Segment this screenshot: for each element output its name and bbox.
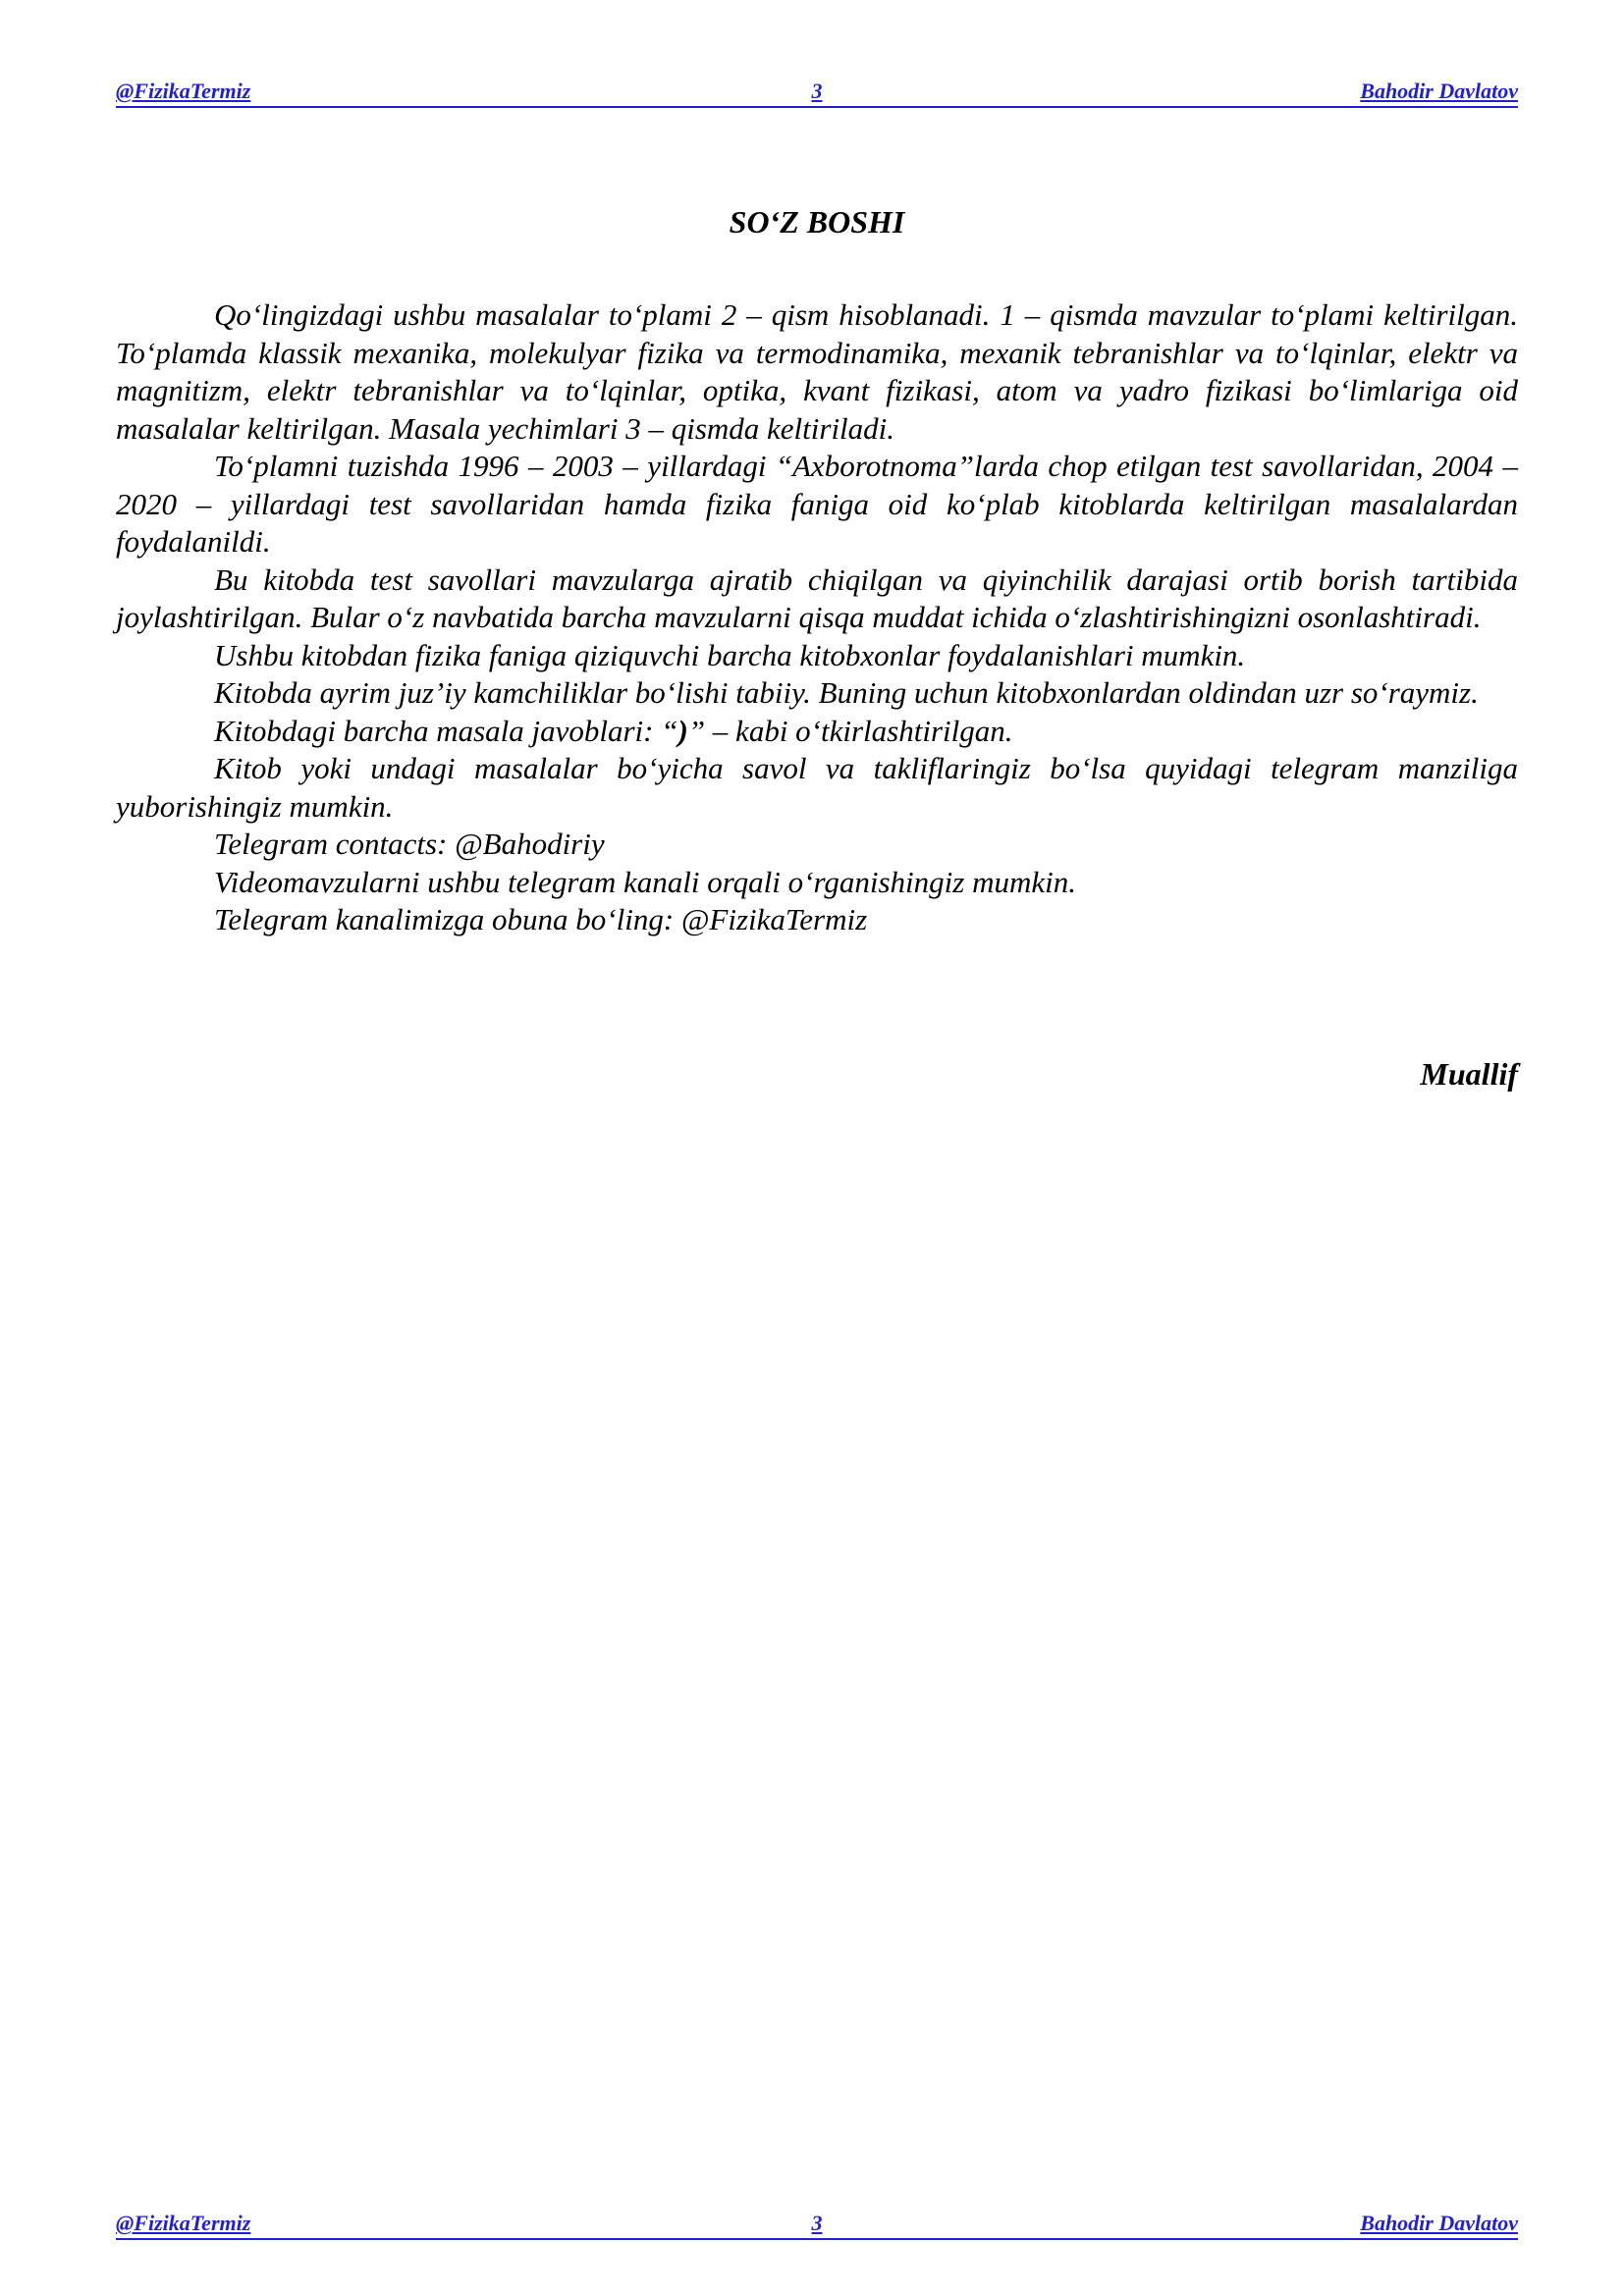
footer-page-number: 3 (811, 2211, 823, 2235)
paragraph: Kitobda ayrim juz’iy kamchiliklar bo‘lishi tabiiy. Buning uchun kitobxonlardan oldindan uzr so‘raymiz. (214, 675, 1479, 710)
author-signature: Muallif (1420, 1056, 1518, 1092)
footer-channel-link[interactable]: @FizikaTermiz (116, 2211, 251, 2235)
answers-note-text-after: ” – kabi o‘tkirlashtirilgan. (687, 713, 1013, 748)
header-author-name: Bahodir Davlatov (1360, 79, 1518, 103)
footer-author-name: Bahodir Davlatov (1360, 2211, 1518, 2235)
paragraph: Ushbu kitobdan fizika faniga qiziquvchi barcha kitobxonlar foydalanishlari mumkin. (214, 637, 1246, 672)
answer-mark-symbol: ) (677, 713, 688, 748)
answers-note-text-before: Kitobdagi barcha masala javoblari: “ (214, 713, 678, 748)
paragraph: Bu kitobda test savollari mavzularga ajratib chiqilgan va qiyinchilik darajasi ortib borish tartibida joylashtirilgan. Bular o‘z navbatida barcha mavzularni qisqa muddat ichida o‘zlashtirishingizni osonlashtiradi. (116, 561, 1518, 634)
paragraph: To‘plamni tuzishda 1996 – 2003 – yillardagi “Axborotnoma”larda chop etilgan test savollaridan, 2004 – 2020 – yillardagi test savollaridan hamda fizika faniga oid ko‘plab kitoblarda keltirilgan masalalardan foydalanildi. (116, 449, 1518, 559)
paragraph: Videomavzularni ushbu telegram kanali orqali o‘rganishingiz mumkin. (214, 864, 1076, 899)
preface-body (116, 296, 1518, 939)
paragraph: Qo‘lingizdagi ushbu masalalar to‘plami 2 – qism hisoblanadi. 1 – qismda mavzular to‘plami keltirilgan. To‘plamda klassik mexanika, molekulyar fizika va termodinamika, mexanik tebranishlar va to‘lqinlar, elektr va magnitizm, elektr tebranishlar va to‘lqinlar, optika, kvant fizikasi, atom va yadro fizikasi bo‘limlariga oid masalalar keltirilgan. Masala yechimlari 3 – qismda keltiriladi. (116, 297, 1518, 446)
page-header (116, 77, 1518, 108)
answers-note-paragraph (116, 713, 1518, 751)
header-page-number: 3 (811, 79, 823, 103)
page-title: SO‘Z BOSHI (729, 204, 905, 240)
header-channel-link[interactable]: @FizikaTermiz (116, 79, 251, 103)
telegram-channel-line: Telegram kanalimizga obuna bo‘ling: @FizikaTermiz (214, 902, 868, 936)
paragraph: Kitob yoki undagi masalalar bo‘yicha savol va takliflaringiz bo‘lsa quyidagi telegram manziliga yuborishingiz mumkin. (116, 751, 1518, 824)
telegram-contacts-line: Telegram contacts: @Bahodiriy (214, 827, 605, 861)
page-footer (116, 2209, 1518, 2240)
